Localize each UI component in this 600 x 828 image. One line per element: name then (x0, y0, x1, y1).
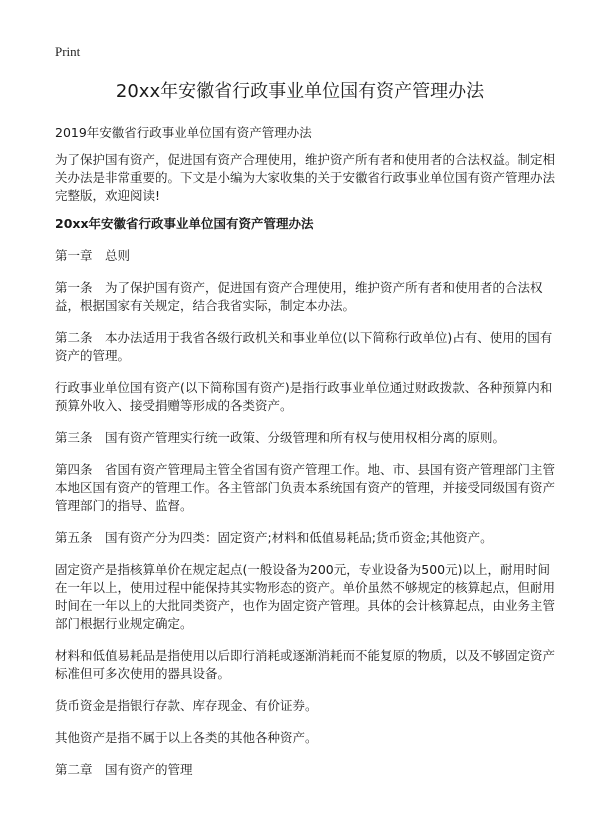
chapter-heading-1: 第一章 总则 (55, 248, 131, 263)
document-title: 20xx年安徽省行政事业单位国有资产管理办法 (115, 81, 485, 102)
article-3: 第三条 国有资产管理实行统一政策、分级管理和所有权与使用权相分离的原则。 (55, 430, 506, 445)
paragraph-fixed-assets: 固定资产是指核算单价在规定起点(一般设备为200元，专业设备为500元)以上，耐用时间在一年以上，使用过程中能保持其实物形态的资产。单价虽然不够规定的核算起点，但耐用时间在一年以上的大批同类资产，也作为固定资产管理。具体的会计核算起点，由业务主管部门根据行业规定确定。 (55, 562, 556, 631)
paragraph-monetary-funds: 货币资金是指银行存款、库存现金、有价证券。 (55, 698, 318, 713)
article-2: 第二条 本办法适用于我省各级行政机关和事业单位(以下简称行政单位)占有、使用的国有资产的管理。 (55, 330, 553, 363)
paragraph-asset-definition: 行政事业单位国有资产(以下简称国有资产)是指行政事业单位通过财政拨款、各种预算内和预算外收入、接受捐赠等形成的各类资产。 (55, 380, 553, 413)
print-link[interactable]: Print (55, 44, 81, 59)
paragraph-intro: 为了保护国有资产，促进国有资产合理使用，维护资产所有者和使用者的合法权益。制定相关办法是非常重要的。下文是小编为大家收集的关于安徽省行政事业单位国有资产管理办法完整版，欢迎阅读! (55, 152, 556, 203)
paragraph-other-assets: 其他资产是指不属于以上各类的其他各种资产。 (55, 730, 318, 745)
chapter-heading-2: 第二章 国有资产的管理 (55, 762, 193, 777)
article-5: 第五条 国有资产分为四类：固定资产;材料和低值易耗品;货币资金;其他资产。 (55, 530, 493, 545)
section-heading: 20xx年安徽省行政事业单位国有资产管理办法 (55, 216, 314, 231)
document-body (55, 124, 555, 779)
paragraph-materials: 材料和低值易耗品是指使用以后即行消耗或逐渐消耗而不能复原的物质，以及不够固定资产标准但可多次使用的器具设备。 (55, 648, 556, 681)
article-1: 第一条 为了保护国有资产，促进国有资产合理使用，维护资产所有者和使用者的合法权益，根据国家有关规定，结合我省实际，制定本办法。 (55, 280, 543, 313)
article-4: 第四条 省国有资产管理局主管全省国有资产管理工作。地、市、县国有资产管理部门主管本地区国有资产的管理工作。各主管部门负责本系统国有资产的管理，并接受同级国有资产管理部门的指导、监督。 (55, 462, 556, 513)
paragraph-subtitle: 2019年安徽省行政事业单位国有资产管理办法 (55, 125, 312, 140)
